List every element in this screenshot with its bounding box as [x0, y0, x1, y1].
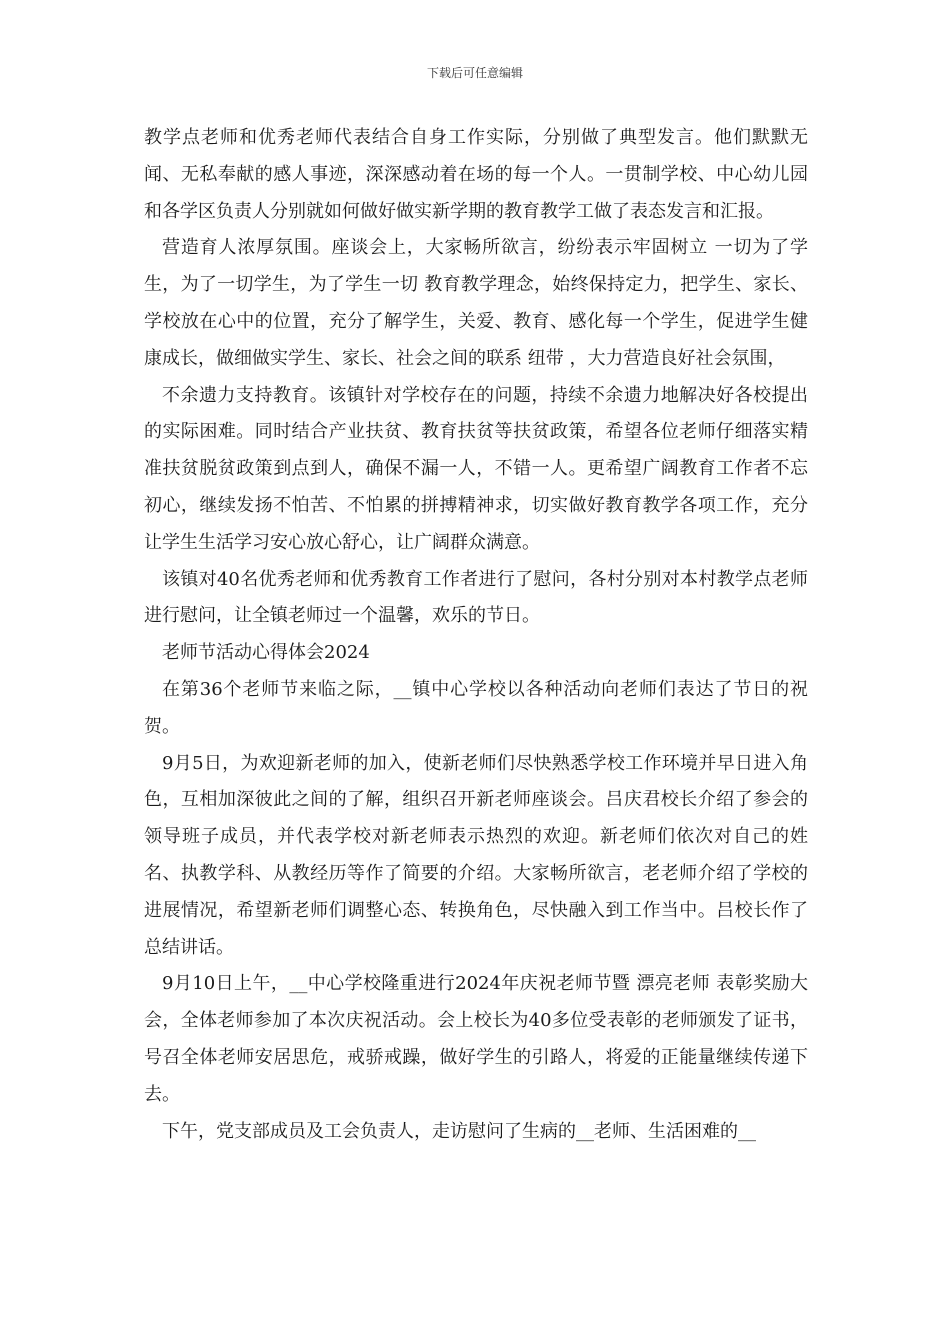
paragraph: 不余遗力支持教育。该镇针对学校存在的问题，持续不余遗力地解决好各校提出的实际困难。同时结合产业扶贫、教育扶贫等扶贫政策，希望各位老师仔细落实精准扶贫脱贫政策到点到人，确保不漏一人，不错一人。更希望广阔教育工作者不忘初心，继续发扬不怕苦、不怕累的拼搏精神求，切实做好教育教学各项工作，充分让学生生活学习安心放心舒心，让广阔群众满意。: [144, 384, 808, 553]
paragraph: 在第36个老师节来临之际，__镇中心学校以各种活动向老师们表达了节日的祝贺。: [144, 678, 808, 737]
paragraph: 下午，党支部成员及工会负责人，走访慰问了生病的__老师、生活困难的__: [162, 1120, 756, 1142]
paragraph: 9月5日，为欢迎新老师的加入，使新老师们尽快熟悉学校工作环境并早日进入角色，互相加深彼此之间的了解，组织召开新老师座谈会。吕庆君校长介绍了参会的领导班子成员，并代表学校对新老师表示热烈的欢迎。新老师们依次对自己的姓名、执教学科、从教经历等作了简要的介绍。大家畅所欲言，老老师介绍了学校的进展情况，希望新老师们调整心态、转换角色，尽快融入到工作当中。吕校长作了总结讲话。: [144, 752, 808, 958]
section-title: 老师节活动心得体会2024: [162, 642, 370, 664]
page-header: 下载后可任意编辑: [426, 66, 523, 80]
paragraph: 该镇对40名优秀老师和优秀教育工作者进行了慰问，各村分别对本村教学点老师进行慰问，让全镇老师过一个温馨，欢乐的节日。: [144, 568, 808, 627]
document-body: [144, 120, 808, 1150]
paragraph: 9月10日上午，__中心学校隆重进行2024年庆祝老师节暨 漂亮老师 表彰奖励大会，全体老师参加了本次庆祝活动。会上校长为40多位受表彰的老师颁发了证书，号召全体老师安居思危，戒骄戒躁，做好学生的引路人，将爱的正能量继续传递下去。: [144, 973, 808, 1105]
paragraph: 营造育人浓厚氛围。座谈会上，大家畅所欲言，纷纷表示牢固树立 一切为了学生，为了一切学生，为了学生一切 教育教学理念，始终保持定力，把学生、家长、学校放在心中的位置，充分了解学生，关爱、教育、感化每一个学生，促进学生健康成长，做细做实学生、家长、社会之间的联系 纽带 ，大力营造良好社会氛围，: [144, 237, 808, 369]
paragraph: 教学点老师和优秀老师代表结合自身工作实际，分别做了典型发言。他们默默无闻、无私奉献的感人事迹，深深感动着在场的每一个人。一贯制学校、中心幼儿园和各学区负责人分别就如何做好做实新学期的教育教学工做了表态发言和汇报。: [144, 127, 808, 222]
